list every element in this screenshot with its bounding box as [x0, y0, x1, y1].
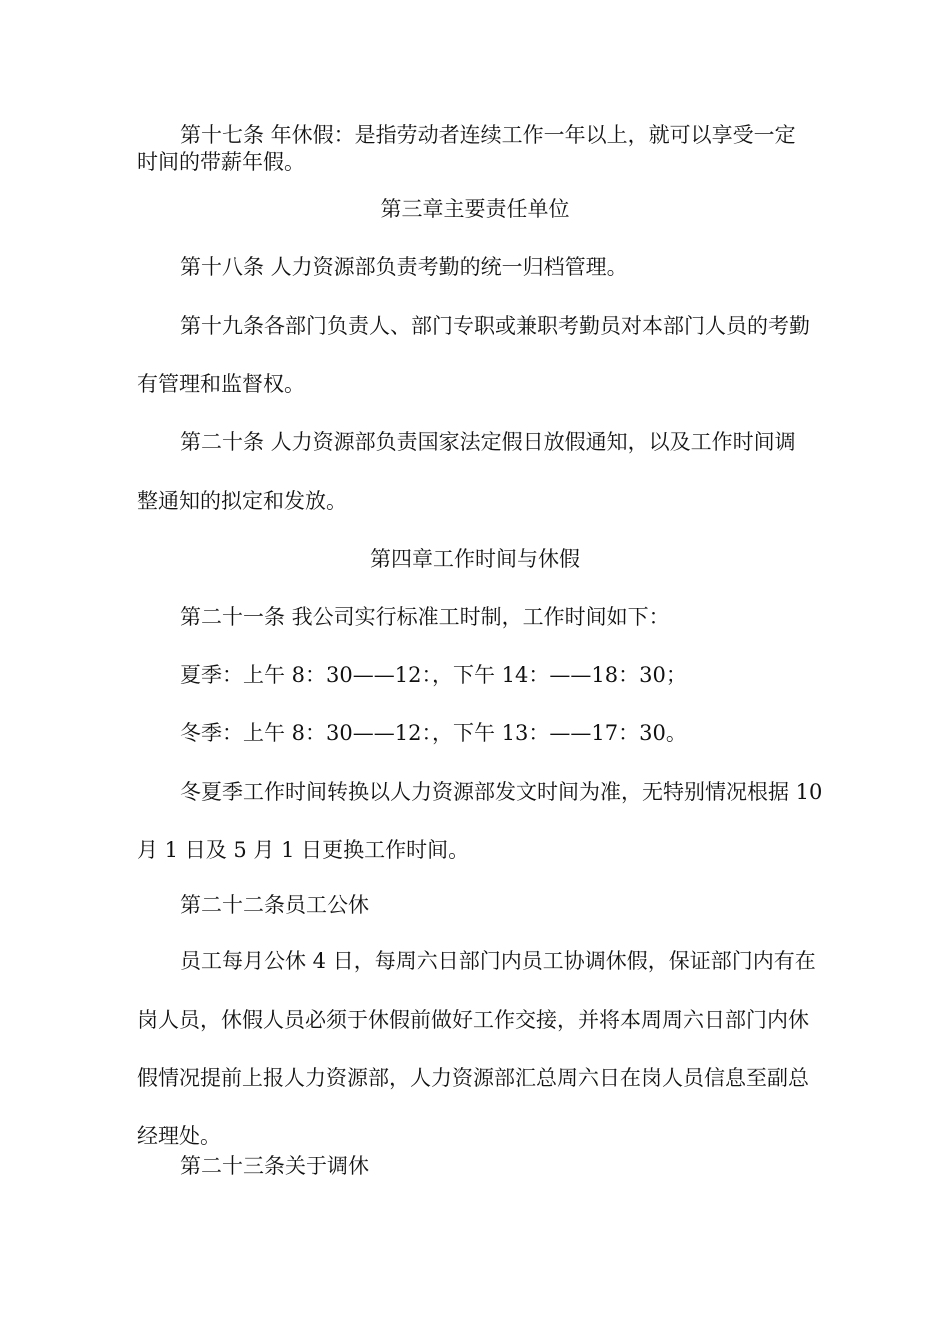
- article-20-line-1: 第二十条 人力资源部负责国家法定假日放假通知，以及工作时间调: [180, 430, 796, 454]
- winter-hours: 冬季：上午 8：30——12：，下午 13：——17：30。: [180, 721, 687, 745]
- article-17-line-2: 时间的带薪年假。: [137, 150, 305, 174]
- article-22-line-4: 经理处。: [137, 1124, 221, 1148]
- article-21: 第二十一条 我公司实行标准工时制，工作时间如下：: [180, 605, 670, 629]
- article-20-line-2: 整通知的拟定和发放。: [137, 489, 347, 513]
- summer-hours: 夏季：上午 8：30——12：，下午 14：——18：30；: [180, 663, 687, 687]
- season-switch-line-1: 冬夏季工作时间转换以人力资源部发文时间为准，无特别情况根据 10: [180, 780, 823, 804]
- article-18: 第十八条 人力资源部负责考勤的统一归档管理。: [180, 255, 628, 279]
- article-22-line-1: 员工每月公休 4 日，每周六日部门内员工协调休假，保证部门内有在: [180, 949, 816, 973]
- article-22-line-3: 假情况提前上报人力资源部，人力资源部汇总周六日在岗人员信息至副总: [137, 1066, 809, 1090]
- article-19-line-1: 第十九条各部门负责人、部门专职或兼职考勤员对本部门人员的考勤: [180, 314, 810, 338]
- article-22-heading: 第二十二条员工公休: [180, 893, 369, 917]
- chapter-4-heading: 第四章工作时间与休假: [370, 547, 580, 571]
- article-19-line-2: 有管理和监督权。: [137, 372, 305, 396]
- article-17-line-1: 第十七条 年休假：是指劳动者连续工作一年以上，就可以享受一定: [180, 123, 796, 147]
- article-23-heading: 第二十三条关于调休: [180, 1154, 369, 1178]
- season-switch-line-2: 月 1 日及 5 月 1 日更换工作时间。: [137, 838, 470, 862]
- article-22-line-2: 岗人员，休假人员必须于休假前做好工作交接，并将本周周六日部门内休: [137, 1008, 809, 1032]
- chapter-3-heading: 第三章主要责任单位: [380, 197, 570, 221]
